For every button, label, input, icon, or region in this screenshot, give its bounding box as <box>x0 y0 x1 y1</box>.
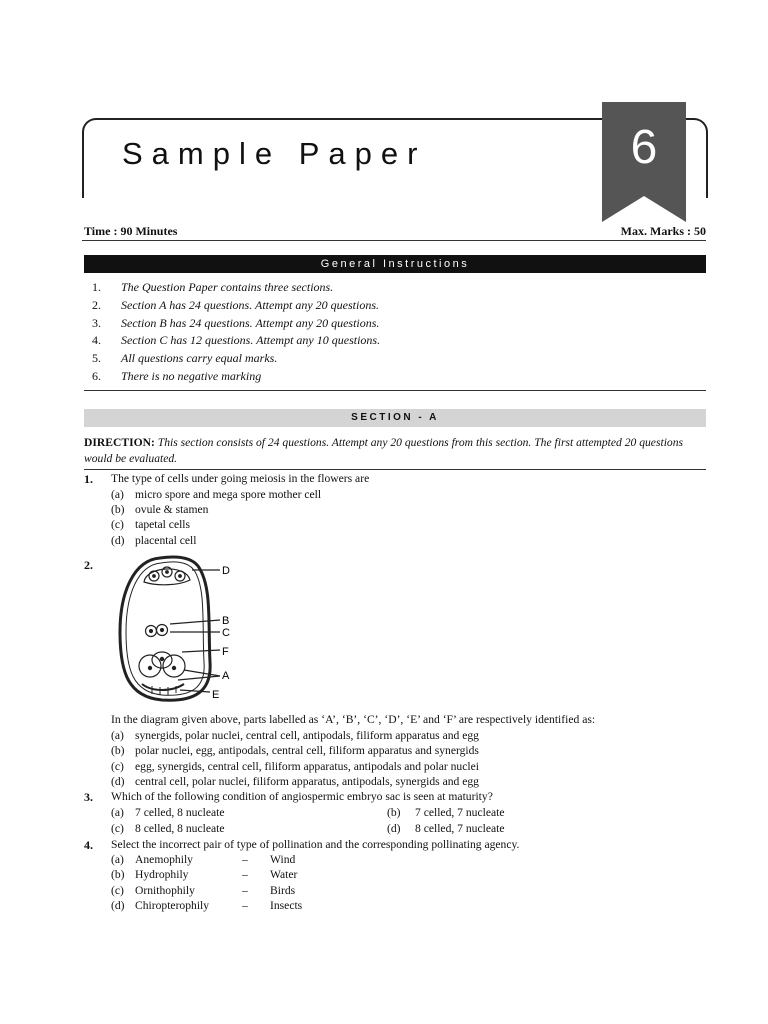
question-text: Which of the following condition of angiospermic embryo sac is seen at maturity? <box>111 790 493 803</box>
option: (d) central cell, polar nuclei, filiform apparatus, antipodals, synergids and egg <box>111 775 479 788</box>
question-text: In the diagram given above, parts labelled as ‘A’, ‘B’, ‘C’, ‘D’, ‘E’ and ‘F’ are respectively identified as: <box>111 713 596 726</box>
option: (d) placental cell <box>111 534 197 547</box>
question-number: 1. <box>84 472 93 486</box>
diagram-label-f: F <box>222 646 229 658</box>
question-number: 4. <box>84 838 93 852</box>
time-allowed: Time : 90 Minutes <box>84 224 178 238</box>
diagram-label-c: C <box>222 627 230 639</box>
instruction-item: 2. Section A has 24 questions. Attempt any 20 questions. <box>92 298 379 312</box>
diagram-label-b: B <box>222 615 230 627</box>
diagram-label-a: A <box>222 670 230 682</box>
paper-title: Sample Paper <box>122 136 427 171</box>
divider <box>82 240 706 241</box>
option: (a) 7 celled, 8 nucleate <box>111 806 225 819</box>
option: (b) ovule & stamen <box>111 503 209 516</box>
max-marks: Max. Marks : 50 <box>620 224 706 238</box>
instruction-item: 4. Section C has 12 questions. Attempt any 10 questions. <box>92 333 381 347</box>
section-direction: DIRECTION: This section consists of 24 questions. Attempt any 20 questions from this section. The first attempted 20 questions would be evaluated. <box>84 436 684 465</box>
option: (c) Ornithophily – Birds <box>111 884 296 897</box>
instruction-item: 3. Section B has 24 questions. Attempt any 20 questions. <box>92 316 380 330</box>
option: (c) egg, synergids, central cell, filiform apparatus, antipodals and polar nuclei <box>111 760 479 773</box>
diagram-label-d: D <box>222 565 230 577</box>
instruction-item: 5. All questions carry equal marks. <box>92 351 278 365</box>
diagram-label-e: E <box>212 689 220 701</box>
option: (c) 8 celled, 8 nucleate <box>111 822 225 835</box>
divider <box>84 390 706 391</box>
question-number: 2. <box>84 558 93 572</box>
instructions-heading: General Instructions <box>84 255 706 273</box>
embryo-sac-diagram <box>112 552 252 704</box>
option: (a) micro spore and mega spore mother cell <box>111 488 322 501</box>
instruction-item: 6. There is no negative marking <box>92 369 262 383</box>
question-text: Select the incorrect pair of type of pollination and the corresponding pollinating agency. <box>111 838 520 851</box>
divider <box>84 469 706 470</box>
instruction-item: 1. The Question Paper contains three sections. <box>92 280 334 294</box>
option: (b) Hydrophily – Water <box>111 868 298 881</box>
option: (b) polar nuclei, egg, antipodals, central cell, filiform apparatus and synergids <box>111 744 479 757</box>
question-text: The type of cells under going meiosis in the flowers are <box>111 472 370 485</box>
option: (d) Chiropterophily – Insects <box>111 899 303 912</box>
option: (a) Anemophily – Wind <box>111 853 296 866</box>
section-heading: SECTION - A <box>84 409 706 427</box>
option: (b) 7 celled, 7 nucleate <box>387 806 505 819</box>
option: (c) tapetal cells <box>111 518 191 531</box>
option: (a) synergids, polar nuclei, central cell, antipodals, filiform apparatus and egg <box>111 729 479 742</box>
question-number: 3. <box>84 790 93 804</box>
option: (d) 8 celled, 7 nucleate <box>387 822 505 835</box>
paper-number: 6 <box>630 121 658 174</box>
